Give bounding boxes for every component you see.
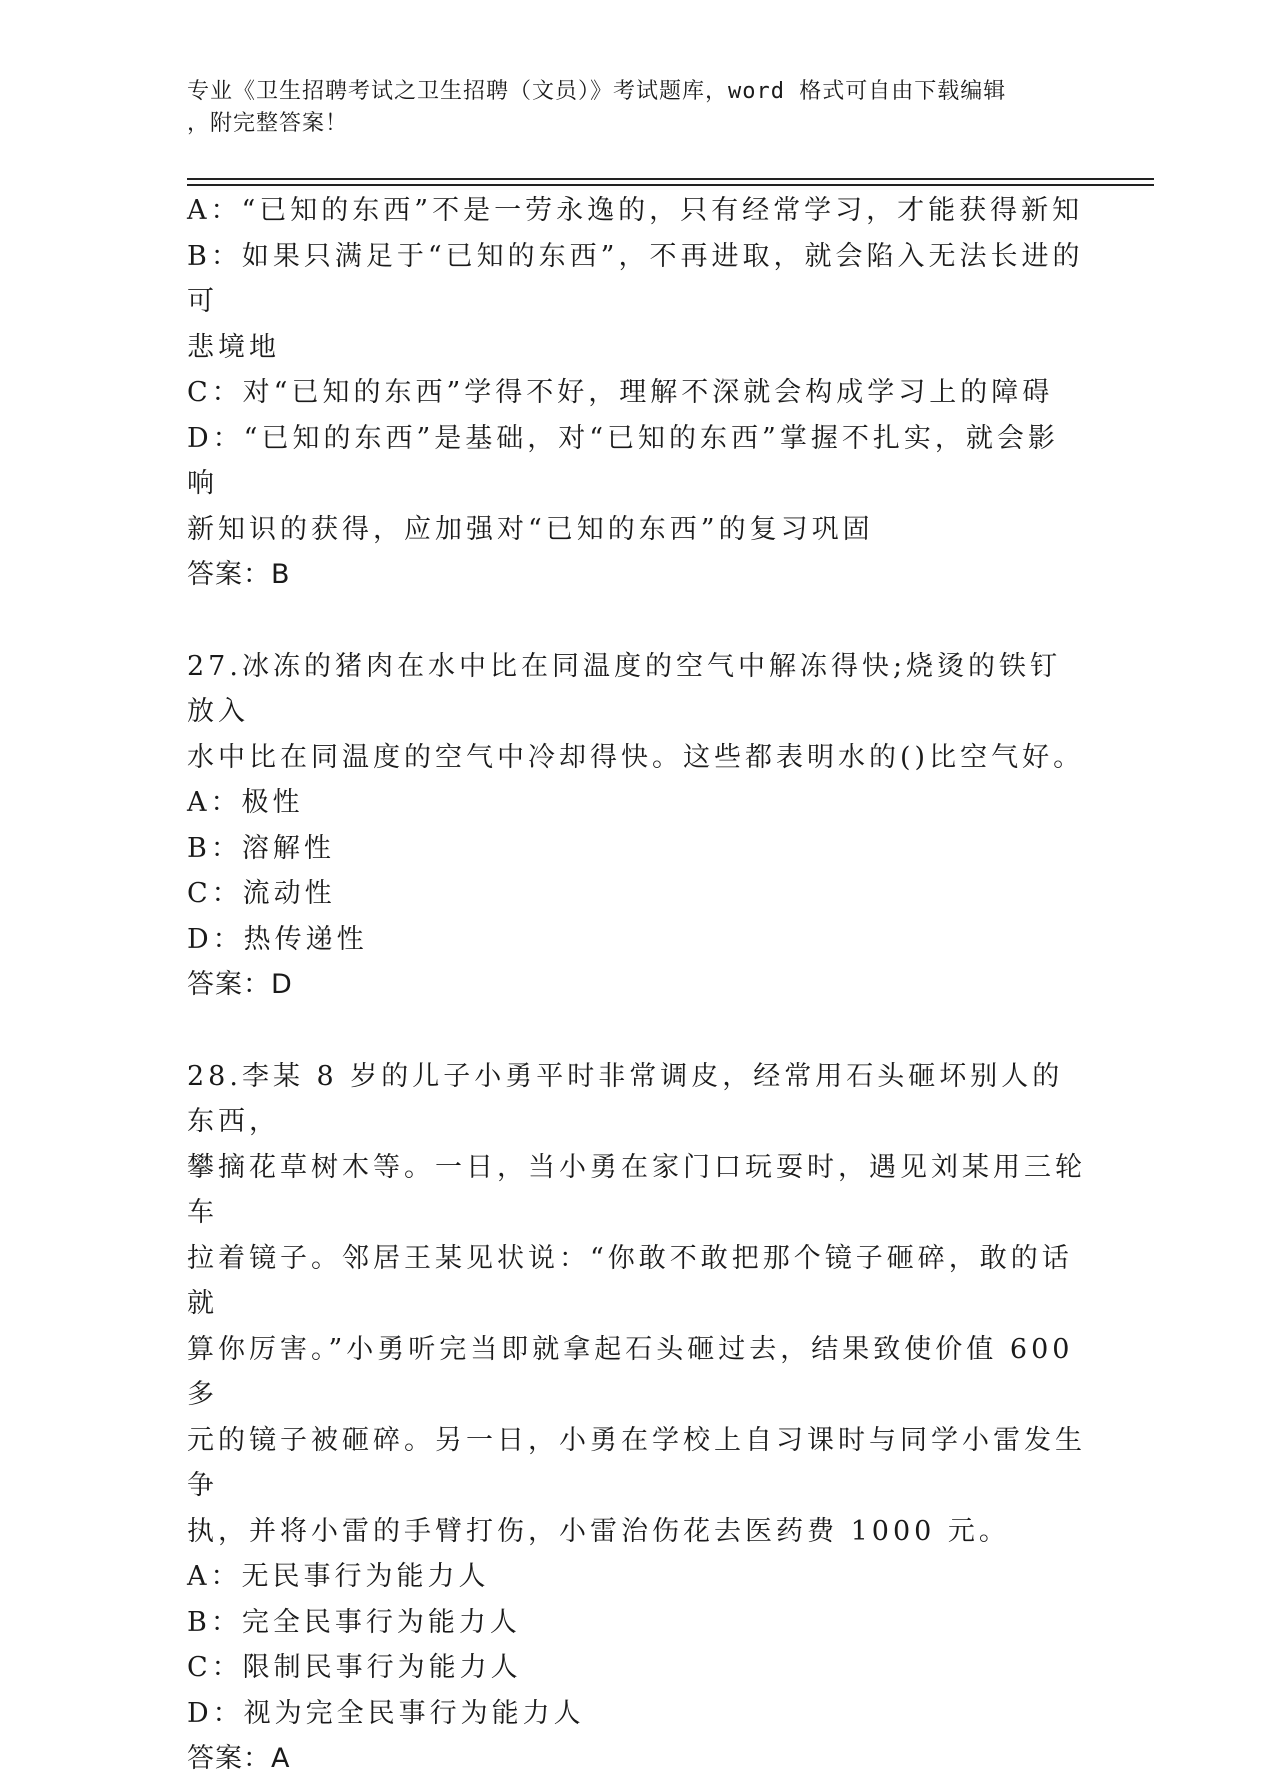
option-c: C：流动性 (187, 878, 336, 909)
question-stem-line: 执，并将小雷的手臂打伤，小雷治伤花去医药费 1000 元。 (187, 1515, 1010, 1547)
option-d-continued: 新知识的获得，应加强对“已知的东西”的复习巩固 (187, 513, 874, 545)
answer-line: 答案：B (187, 559, 291, 590)
option-b: B：溶解性 (187, 832, 335, 864)
header-line-1: 专业《卫生招聘考试之卫生招聘（文员）》考试题库，word 格式可自由下载编辑 (187, 79, 1007, 104)
answer-line: 答案：A (187, 1743, 291, 1774)
option-d: D：“已知的东西”是基础，对“已知的东西”掌握不扎实，就会影响 (187, 422, 1059, 499)
spacer (187, 1008, 1087, 1054)
question-stem-line: 攀摘花草树木等。一日，当小勇在家门口玩耍时，遇见刘某用三轮车 (187, 1151, 1086, 1228)
option-a: A：无民事行为能力人 (187, 1561, 490, 1592)
option-b-continued: 悲境地 (187, 331, 280, 363)
option-b: B：如果只满足于“已知的东西”，不再进取，就会陷入无法长进的可 (187, 240, 1084, 317)
question-stem-line: 算你厉害。”小勇听完当即就拿起石头砸过去，结果致使价值 600 多 (187, 1333, 1087, 1410)
question-stem-line: 水中比在同温度的空气中冷却得快。这些都表明水的()比空气好。 (187, 741, 1085, 773)
answer-line: 答案：D (187, 969, 293, 1000)
question-26-tail (187, 188, 1087, 598)
question-stem-line: 元的镜子被砸碎。另一日，小勇在学校上自习课时与同学小雷发生争 (187, 1424, 1086, 1501)
document-header (187, 76, 1067, 140)
question-stem-line: 拉着镜子。邻居王某见状说：“你敢不敢把那个镜子砸碎，敢的话就 (187, 1242, 1073, 1319)
option-a: A：“已知的东西”不是一劳永逸的，只有经常学习，才能获得新知 (187, 195, 1084, 226)
spacer (187, 598, 1087, 644)
question-content (187, 188, 1087, 1782)
question-27 (187, 644, 1087, 1008)
option-c: C：限制民事行为能力人 (187, 1652, 522, 1683)
header-divider-top (187, 178, 1154, 180)
question-28 (187, 1054, 1087, 1782)
option-d: D：视为完全民事行为能力人 (187, 1697, 585, 1729)
option-b: B：完全民事行为能力人 (187, 1606, 521, 1638)
option-d: D：热传递性 (187, 923, 368, 955)
option-c: C：对“已知的东西”学得不好，理解不深就会构成学习上的障碍 (187, 377, 1054, 408)
header-divider-bottom (187, 184, 1154, 186)
question-stem-line: 28.李某 8 岁的儿子小勇平时非常调皮，经常用石头砸坏别人的东西， (187, 1060, 1064, 1137)
option-a: A：极性 (187, 787, 304, 818)
header-line-2: ，附完整答案！ (187, 111, 349, 136)
question-stem-line: 27.冰冻的猪肉在水中比在同温度的空气中解冻得快;烧烫的铁钉放入 (187, 650, 1062, 727)
